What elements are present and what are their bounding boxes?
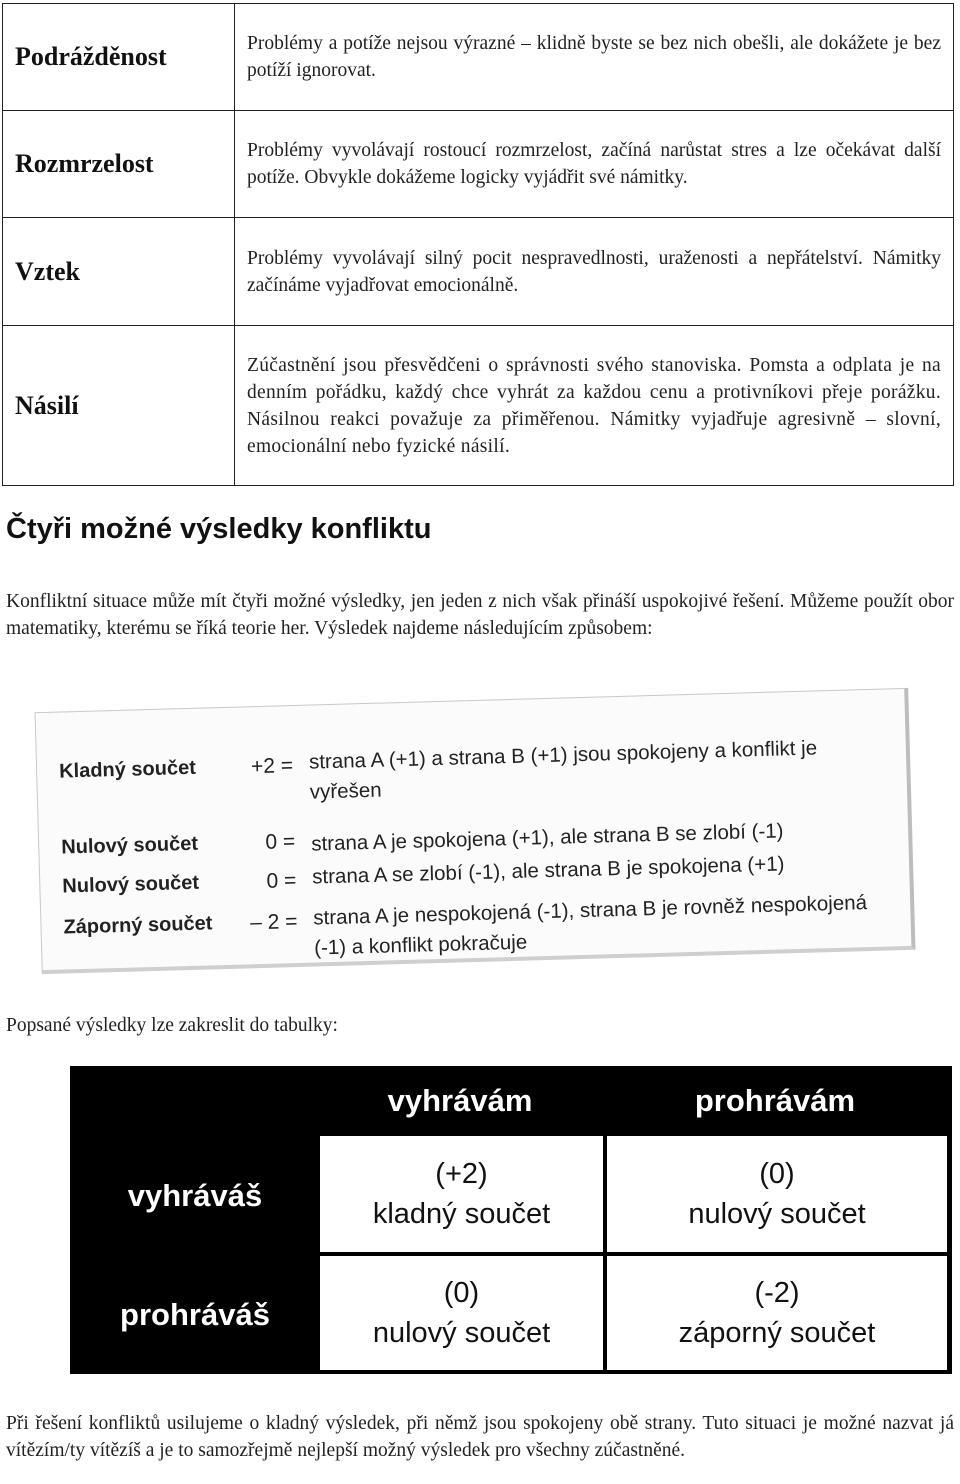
result-value: – 2 =: [249, 909, 298, 935]
cell-label: záporný součet: [678, 1317, 876, 1349]
cell-label: nulový součet: [372, 1317, 551, 1349]
table-intro-paragraph: Popsané výsledky lze zakreslit do tabulky:: [6, 1015, 338, 1036]
result-value: 0 =: [265, 830, 296, 854]
cell-value: (0): [443, 1277, 480, 1309]
stage-row: [3, 326, 954, 486]
result-text: strana A je spokojena (+1), ale strana B se zlobí (-1): [310, 819, 784, 856]
result-label: Nulový součet: [62, 871, 200, 898]
matrix-col-header: vyhrávám: [387, 1083, 533, 1118]
conflict-stages-table: [2, 3, 954, 486]
stage-description: Problémy a potíže nejsou výrazné – klidně byste se bez nich obešli, ale dokážete je bez potíží ignorovat.: [235, 4, 954, 111]
win-lose-matrix: [70, 1066, 952, 1374]
result-value: 0 =: [266, 869, 297, 893]
stage-description: Problémy vyvolávají silný pocit nespravedlnosti, uraženosti a nepřátelství. Námitky začínáme vyjadřovat emocionálně.: [235, 218, 954, 326]
intro-paragraph: Konfliktní situace může mít čtyři možné výsledky, jen jeden z nich však přináší uspokojivé řešení. Můžeme použít obor matematiky, kterému se říká teorie her. Výsledek najdeme následujícím způsobem:: [6, 591, 954, 639]
conclusion-paragraph: Při řešení konfliktů usilujeme o kladný výsledek, při němž jsou spokojeny obě strany. Tuto situaci je možné nazvat já vítězím/ty vítězíš a je to samozřejmě nejlepší možný výsledek pro všechny zúčastněné.: [6, 1413, 954, 1461]
matrix-row-header: vyhráváš: [127, 1178, 263, 1213]
matrix-cell: [320, 1136, 603, 1252]
stage-name: Vztek: [3, 218, 235, 326]
stage-name: Podrážděnost: [3, 4, 235, 111]
stage-description: Zúčastnění jsou přesvědčeni o správnosti svého stanoviska. Pomsta a odplata je na denním pořádku, každý chce vyhrát za každou cenu a protivníkovi přeje porážku. Násilnou reakci považuje za přiměřenou. Námitky vyjadřuje agresivně – slovní, emocionální nebo fyzické násilí.: [235, 326, 954, 486]
results-box: [35, 688, 916, 974]
stage-name: Násilí: [3, 326, 235, 486]
matrix-cell: [320, 1256, 603, 1370]
result-label: Nulový součet: [60, 832, 199, 859]
cell-label: kladný součet: [372, 1198, 551, 1230]
section-heading: Čtyři možné výsledky konfliktu: [6, 513, 432, 545]
matrix-cell: [607, 1256, 947, 1370]
cell-value: (0): [759, 1158, 795, 1190]
stage-name: Rozmrzelost: [3, 111, 235, 218]
result-label: Kladný součet: [58, 756, 197, 783]
stage-row: [3, 111, 954, 218]
result-text: strana A se zlobí (-1), ale strana B je spokojena (+1): [311, 852, 785, 889]
result-row: [36, 717, 905, 804]
results-figure: [35, 688, 916, 974]
matrix-row-header: prohráváš: [120, 1297, 270, 1332]
cell-value: (+2): [435, 1158, 488, 1190]
result-label: Záporný součet: [63, 912, 213, 939]
stage-description: Problémy vyvolávají rostoucí rozmrzelost, začíná narůstat stres a lze očekávat další potíže. Obvykle dokážeme logicky vyjádřit své námitky.: [235, 111, 954, 218]
cell-value: (-2): [754, 1277, 800, 1309]
cell-label: nulový součet: [688, 1198, 866, 1230]
matrix-col-header: prohrávám: [694, 1083, 856, 1118]
result-value: +2 =: [250, 754, 294, 779]
result-text: strana A je nespokojená (-1), strana B je rovněž nespokojená (-1) a konflikt pokračuje: [313, 891, 868, 960]
matrix-cell: [607, 1136, 947, 1252]
stage-row: [3, 218, 954, 326]
result-text: strana A (+1) a strana B (+1) jsou spokojeny a konflikt je vyřešen: [308, 736, 818, 804]
stage-row: [3, 4, 954, 111]
